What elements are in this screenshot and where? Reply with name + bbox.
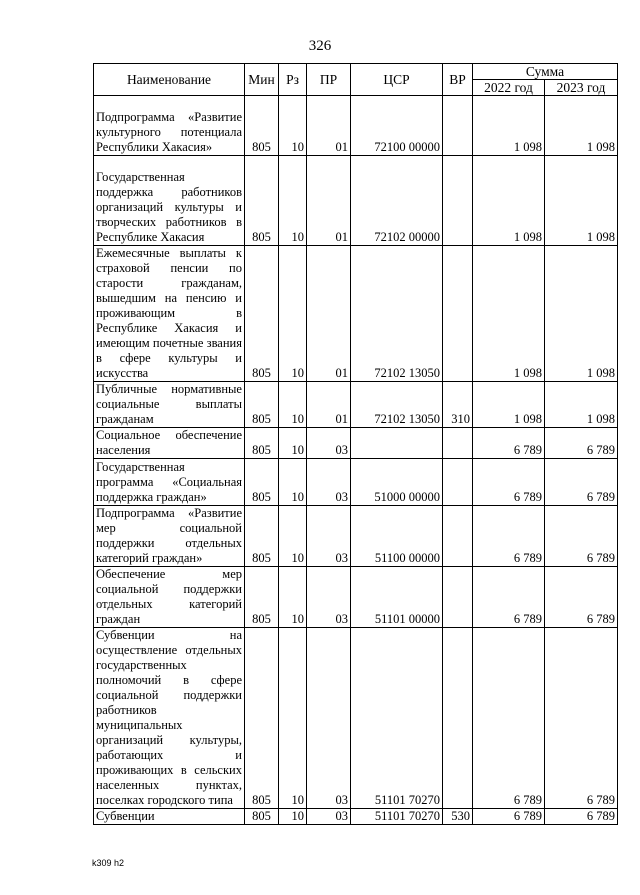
- footer-code: k309 h2: [92, 858, 125, 868]
- row-name: Ежемесячные выплаты к страховой пенсии по старости гражданам, вышедшим на пенсию и проживающим в Республике Хакасия и имеющим почетные звания в сфере культуры и искусства: [94, 246, 245, 382]
- header-year-2022: 2022 год: [473, 80, 545, 96]
- row-sum-2022: 6 789: [473, 628, 545, 809]
- row-sum-2022: 1 098: [473, 156, 545, 246]
- row-sum-2023: 6 789: [545, 809, 618, 825]
- row-min: 805: [245, 428, 279, 459]
- row-rz: 10: [279, 156, 307, 246]
- row-vr: [443, 567, 473, 628]
- row-vr: [443, 506, 473, 567]
- row-csr: 51000 00000: [351, 459, 443, 506]
- row-sum-2022: 6 789: [473, 428, 545, 459]
- row-min: 805: [245, 809, 279, 825]
- row-pr: 03: [307, 459, 351, 506]
- row-name: Обеспечение мер социальной поддержки отдельных категорий граждан: [94, 567, 245, 628]
- row-pr: 03: [307, 428, 351, 459]
- row-sum-2023: 1 098: [545, 382, 618, 428]
- row-sum-2022: 1 098: [473, 246, 545, 382]
- header-rz: Рз: [279, 64, 307, 96]
- row-rz: 10: [279, 246, 307, 382]
- header-csr: ЦСР: [351, 64, 443, 96]
- row-min: 805: [245, 506, 279, 567]
- row-csr: 51101 70270: [351, 628, 443, 809]
- header-year-2023: 2023 год: [545, 80, 618, 96]
- row-sum-2022: 6 789: [473, 459, 545, 506]
- row-csr: 51101 70270: [351, 809, 443, 825]
- row-sum-2023: 6 789: [545, 506, 618, 567]
- row-pr: 01: [307, 156, 351, 246]
- row-sum-2022: 1 098: [473, 96, 545, 156]
- row-sum-2022: 1 098: [473, 382, 545, 428]
- row-sum-2023: 1 098: [545, 246, 618, 382]
- row-name: Государственная поддержка работников организаций культуры и творческих работников в Республике Хакасия: [94, 156, 245, 246]
- row-rz: 10: [279, 506, 307, 567]
- row-sum-2023: 6 789: [545, 428, 618, 459]
- header-min: Мин: [245, 64, 279, 96]
- row-vr: [443, 628, 473, 809]
- row-pr: 03: [307, 628, 351, 809]
- row-csr: 72100 00000: [351, 96, 443, 156]
- row-min: 805: [245, 628, 279, 809]
- table-row: [94, 428, 618, 459]
- page-number: 326: [308, 38, 332, 54]
- row-sum-2023: 6 789: [545, 459, 618, 506]
- table-row: [94, 809, 618, 825]
- row-rz: 10: [279, 382, 307, 428]
- row-name: Социальное обеспечение населения: [94, 428, 245, 459]
- row-name: Подпрограмма «Развитие мер социальной поддержки отдельных категорий граждан»: [94, 506, 245, 567]
- row-min: 805: [245, 459, 279, 506]
- row-pr: 01: [307, 96, 351, 156]
- row-vr: [443, 246, 473, 382]
- row-csr: 72102 13050: [351, 246, 443, 382]
- row-csr: 51100 00000: [351, 506, 443, 567]
- header-sum: Сумма: [473, 64, 618, 80]
- row-vr: [443, 459, 473, 506]
- table-row: [94, 567, 618, 628]
- row-pr: 01: [307, 246, 351, 382]
- row-vr: [443, 156, 473, 246]
- row-rz: 10: [279, 628, 307, 809]
- row-min: 805: [245, 156, 279, 246]
- row-name: Субвенции на осуществление отдельных государственных полномочий в сфере социальной поддержки работников муниципальных организаций культуры, работающих и проживающих в сельских населенных пунктах, поселках городского типа: [94, 628, 245, 809]
- table-row: [94, 506, 618, 567]
- table-row: [94, 96, 618, 156]
- row-name: Субвенции: [94, 809, 245, 825]
- budget-table: [93, 63, 618, 825]
- row-vr: 310: [443, 382, 473, 428]
- row-pr: 03: [307, 567, 351, 628]
- header-row: [94, 64, 618, 80]
- row-csr: [351, 428, 443, 459]
- row-min: 805: [245, 96, 279, 156]
- row-vr: 530: [443, 809, 473, 825]
- row-rz: 10: [279, 428, 307, 459]
- row-min: 805: [245, 567, 279, 628]
- row-sum-2023: 6 789: [545, 567, 618, 628]
- row-sum-2023: 1 098: [545, 96, 618, 156]
- row-pr: 01: [307, 382, 351, 428]
- header-pr: ПР: [307, 64, 351, 96]
- header-vr: ВР: [443, 64, 473, 96]
- row-pr: 03: [307, 506, 351, 567]
- row-min: 805: [245, 246, 279, 382]
- row-vr: [443, 428, 473, 459]
- row-name: Подпрограмма «Развитие культурного потенциала Республики Хакасия»: [94, 96, 245, 156]
- row-sum-2022: 6 789: [473, 809, 545, 825]
- row-rz: 10: [279, 567, 307, 628]
- row-sum-2023: 6 789: [545, 628, 618, 809]
- row-name: Публичные нормативные социальные выплаты гражданам: [94, 382, 245, 428]
- row-rz: 10: [279, 809, 307, 825]
- row-pr: 03: [307, 809, 351, 825]
- table-row: [94, 459, 618, 506]
- table-row: [94, 246, 618, 382]
- row-csr: 72102 13050: [351, 382, 443, 428]
- row-vr: [443, 96, 473, 156]
- table-row: [94, 382, 618, 428]
- table-row: [94, 156, 618, 246]
- row-rz: 10: [279, 459, 307, 506]
- row-csr: 51101 00000: [351, 567, 443, 628]
- row-sum-2022: 6 789: [473, 506, 545, 567]
- header-name: Наименование: [94, 64, 245, 96]
- row-name: Государственная программа «Социальная поддержка граждан»: [94, 459, 245, 506]
- row-min: 805: [245, 382, 279, 428]
- row-rz: 10: [279, 96, 307, 156]
- table-row: [94, 628, 618, 809]
- row-sum-2022: 6 789: [473, 567, 545, 628]
- row-csr: 72102 00000: [351, 156, 443, 246]
- row-sum-2023: 1 098: [545, 156, 618, 246]
